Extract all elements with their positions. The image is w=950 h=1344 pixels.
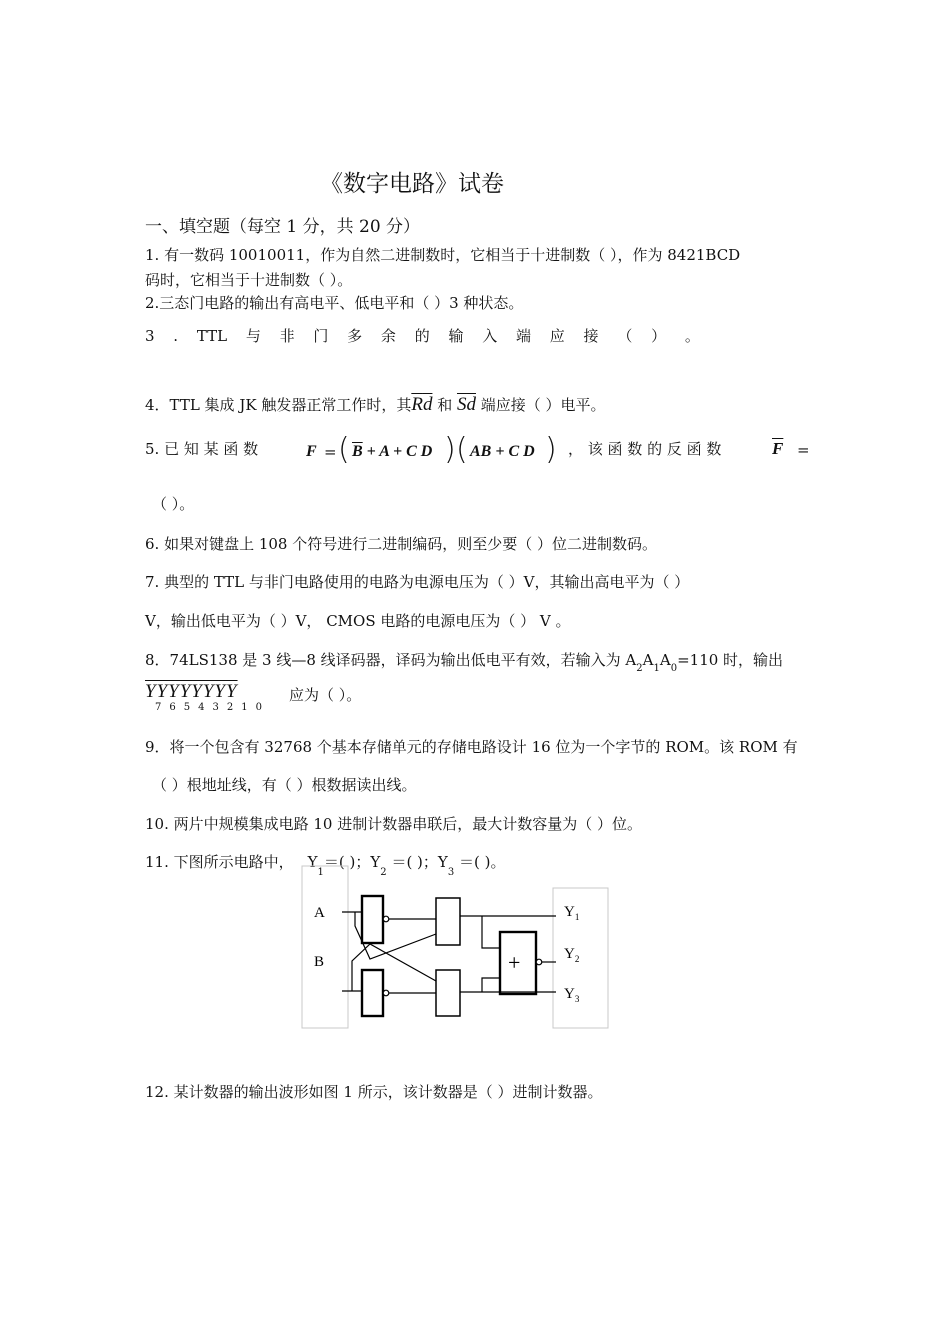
- input-b-label: B: [314, 954, 325, 970]
- y-outputs: YYYYYYYY: [145, 681, 238, 702]
- question-4: [145, 396, 606, 414]
- a-sub-0: 0: [670, 663, 678, 674]
- paren-close-2: ): [545, 432, 557, 467]
- question-6: 6. 如果对键盘上 108 个符号进行二进制编码，则至少要（ ）位二进制数码。: [145, 535, 658, 553]
- question-2: 2.三态门电路的输出有高电平、低电平和（ ）3 种状态。: [145, 294, 524, 312]
- a-sub-2: 2: [636, 663, 643, 674]
- page-title: 《数字电路》试卷: [320, 171, 504, 197]
- term-2: AB + C D: [470, 443, 535, 460]
- y3-label: Y: [437, 853, 448, 871]
- question-5-pre: 5. 已 知 某 函 数: [145, 440, 259, 458]
- section-heading: 一、填空题（每空 1 分，共 20 分）: [145, 217, 421, 237]
- question-11-pre: 11. 下图所示电路中，: [145, 853, 294, 871]
- output-box: [553, 888, 608, 1028]
- or-symbol: +: [508, 950, 521, 975]
- question-7-line-1: 7. 典型的 TTL 与非门电路使用的电路为电源电压为（ ）V，其输出高电平为（ ）: [145, 573, 690, 591]
- question-3: 3 . TTL 与 非 门 多 余 的 输 入 端 应 接 （ ） 。: [145, 327, 700, 345]
- y2-label: Y: [370, 853, 381, 871]
- output-y3-label: $Y_3$: [564, 986, 580, 1004]
- not-gate-b: [362, 970, 383, 1016]
- or-gate-bubble: [536, 959, 542, 965]
- output-y1-label: $Y_1$: [564, 904, 580, 922]
- a-sub-1: 1: [653, 663, 660, 674]
- question-10: 10. 两片中规模集成电路 10 进制计数器串联后，最大计数容量为（ ）位。: [145, 815, 643, 833]
- question-1-line-1: 1. 有一数码 10010011，作为自然二进制数时，它相当于十进制数（ ），作为 8421BCD: [145, 246, 741, 264]
- rd-symbol: Rd: [411, 394, 433, 415]
- output-y2-label: $Y_2$: [564, 946, 580, 964]
- paren-close-1: ): [444, 432, 456, 467]
- question-8-line-2: 应为（ ）。: [289, 686, 362, 704]
- question-4-pre: 4．TTL 集成 JK 触发器正常工作时，其: [145, 396, 412, 414]
- question-8-post: =110 时，输出: [677, 651, 784, 669]
- question-8-pre: 8．74LS138 是 3 线—8 线译码器，译码为输出低电平有效，若输入为 A: [145, 651, 637, 669]
- function-f: F: [306, 443, 317, 460]
- question-9-line-2: （ ）根地址线，有（ ）根数据读出线。: [152, 776, 417, 794]
- input-box: [302, 866, 348, 1028]
- question-8-line-1: 8．74LS138 是 3 线—8 线译码器，译码为输出低电平有效，若输入为 $A_2A_1A_0=110$ 时，输出: [145, 651, 784, 674]
- inverter-bubble-b: [383, 990, 389, 996]
- equals-sign-2: =: [797, 441, 810, 459]
- question-12: 12. 某计数器的输出波形如图 1 所示，该计数器是（ ）进制计数器。: [145, 1083, 603, 1101]
- equals-sign: =: [324, 443, 337, 461]
- question-4-post: 端应接（ ）电平。: [475, 396, 606, 414]
- input-a-label: A: [314, 905, 325, 921]
- paren-open-1: (: [338, 432, 350, 467]
- question-5-mid: ， 该 函 数 的 反 函 数: [568, 440, 722, 458]
- question-11: 11. 下图所示电路中， $Y_1=$( )；$Y_2$ ＝( )；$Y_3$ ＝( )。: [145, 853, 506, 878]
- question-9-line-1: 9．将一个包含有 32768 个基本存储单元的存储电路设计 16 位为一个字节的 ROM。该 ROM 有: [145, 738, 798, 756]
- sd-symbol: Sd: [456, 394, 476, 415]
- question-1-line-2: 码时，它相当于十进制数（ ）。: [145, 271, 353, 289]
- inverse-f: $\overline{F}$: [772, 439, 784, 458]
- inverter-bubble-a: [383, 916, 389, 922]
- not-gate-a: [362, 896, 383, 943]
- question-7-line-2: V，输出低电平为（ ）V， CMOS 电路的电源电压为（ ） V 。: [145, 612, 571, 630]
- gate-a2: [436, 898, 460, 945]
- gate-b2: [436, 970, 460, 1016]
- term-1: $\overline{B} + A + C$ D: [352, 443, 433, 460]
- y-output-subscripts: 76543210: [155, 702, 270, 713]
- question-4-mid: 和: [432, 396, 457, 414]
- y1-label: Y: [307, 853, 318, 871]
- question-5-line-2: （ ）。: [152, 495, 195, 513]
- logic-circuit-diagram: [300, 864, 612, 1034]
- paren-open-2: (: [456, 432, 468, 467]
